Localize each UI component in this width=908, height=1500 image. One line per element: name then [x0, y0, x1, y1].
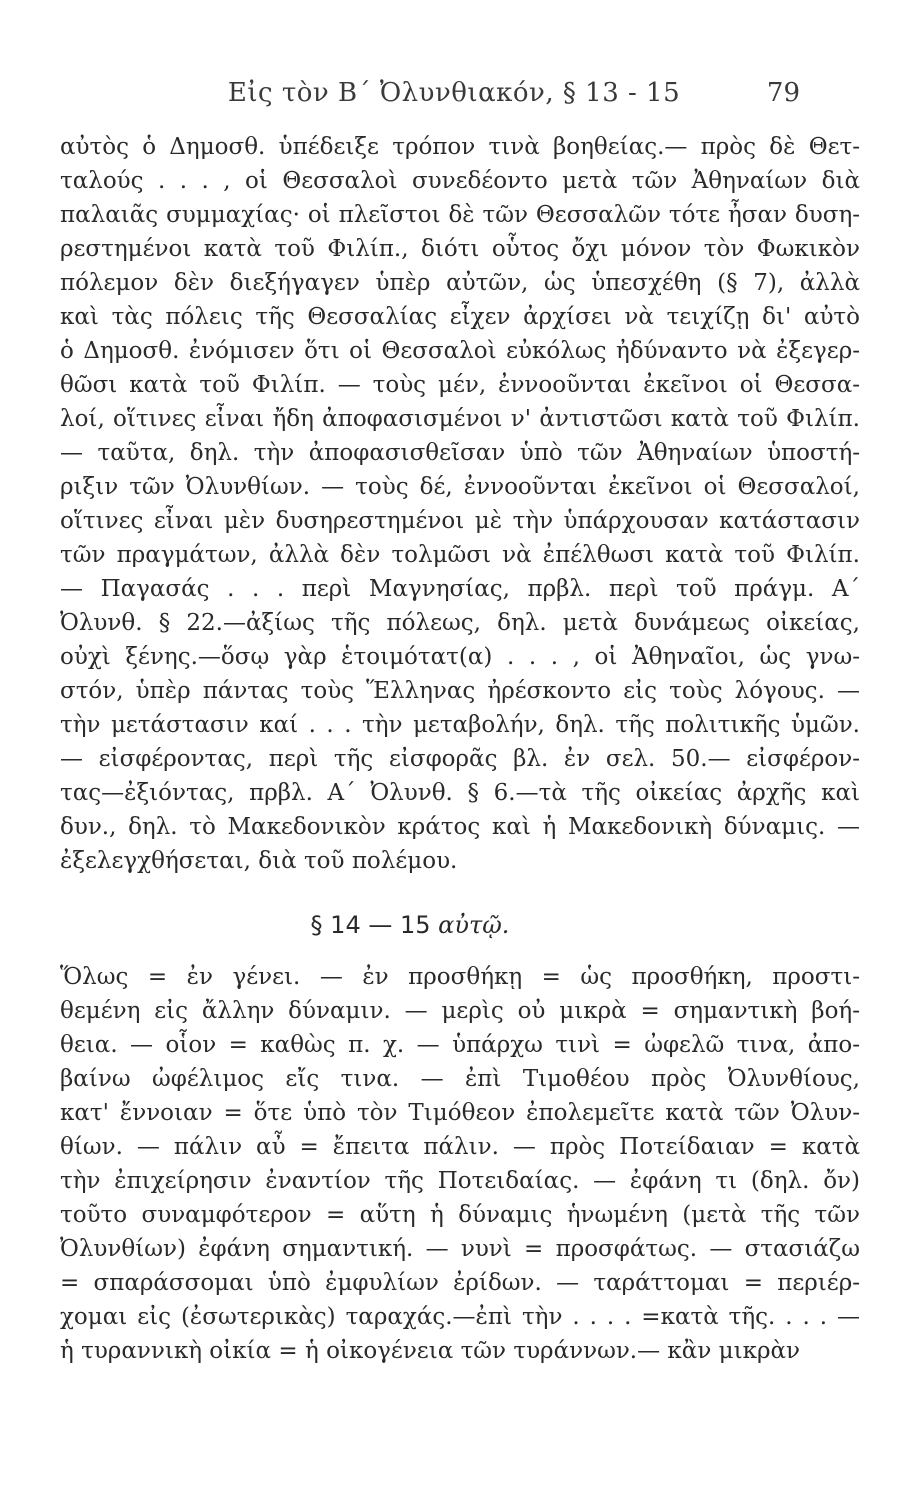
text-line: καὶ τὰς πόλεις τῆς Θεσσαλίας εἶχεν ἀρχίσει νὰ τειχίζῃ δι' αὐτὸ	[60, 304, 860, 330]
text-line: — Παγασάς . . . περὶ Μαγνησίας, πρβλ. περὶ τοῦ πράγμ. Α΄	[60, 576, 860, 602]
page-number: 79	[766, 78, 800, 108]
text-line: θίων. — πάλιν αὖ = ἔπειτα πάλιν. — πρὸς Ποτείδαιαν = κατὰ	[60, 1134, 860, 1160]
section-lemma: αὐτῷ.	[438, 911, 510, 939]
text-line: αὐτὸς ὁ Δημοσθ. ὑπέδειξε τρόπον τινὰ βοηθείας.— πρὸς δὲ Θετ-	[60, 134, 860, 160]
text-line: χομαι εἰς (ἐσωτερικὰς) ταραχάς.—ἐπὶ τὴν . . . . =κατὰ τῆς. . . . —	[60, 1304, 860, 1330]
text-line: ὁ Δημοσθ. ἐνόμισεν ὅτι οἱ Θεσσαλοὶ εὐκόλως ἠδύναντο νὰ ἐξεγερ-	[60, 338, 860, 364]
running-title: Εἰς τὸν Β΄ Ὀλυνθιακόν, § 13 - 15	[227, 78, 681, 108]
section-heading	[60, 900, 860, 950]
text-line: τοῦτο συναμφότερον = αὕτη ἡ δύναμις ἡνωμένη (μετὰ τῆς τῶν	[60, 1202, 860, 1228]
text-line: Ὅλως = ἐν γένει. — ἐν προσθήκῃ = ὡς προσθήκη, προστι-	[60, 964, 860, 990]
text-line: τὴν ἐπιχείρησιν ἐναντίον τῆς Ποτειδαίας. — ἐφάνη τι (δηλ. ὄν)	[60, 1168, 860, 1194]
text-line: — ταῦτα, δηλ. τὴν ἀποφασισθεῖσαν ὑπὸ τῶν Ἀθηναίων ὑποστή-	[60, 440, 860, 466]
text-line: οὐχὶ ξένης.—ὅσῳ γὰρ ἑτοιμότατ(α) . . . , οἱ Ἀθηναῖοι, ὡς γνω-	[60, 644, 860, 670]
text-line: ταλούς . . . , οἱ Θεσσαλοὶ συνεδέοντο μετὰ τῶν Ἀθηναίων διὰ	[60, 168, 860, 194]
text-line: οἵτινες εἶναι μὲν δυσηρεστημένοι μὲ τὴν ὑπάρχουσαν κατάστασιν	[60, 508, 860, 534]
running-header	[0, 78, 908, 118]
text-line: Ὀλυνθίων) ἐφάνη σημαντική. — νυνὶ = προσφάτως. — στασιάζω	[60, 1236, 860, 1262]
text-line: θεια. — οἷον = καθὼς π. χ. — ὑπάρχω τινὶ = ὠφελῶ τινα, ἀπο-	[60, 1032, 860, 1058]
text-line: ρεστημένοι κατὰ τοῦ Φιλίπ., διότι οὗτος ὄχι μόνον τὸν Φωκικὸν	[60, 236, 860, 262]
text-line: Ὀλυνθ. § 22.—ἀξίως τῆς πόλεως, δηλ. μετὰ δυνάμεως οἰκείας,	[60, 610, 860, 636]
text-line: λοί, οἵτινες εἶναι ἤδη ἀποφασισμένοι ν' ἀντιστῶσι κατὰ τοῦ Φιλίπ.	[60, 406, 860, 432]
text-line: τὴν μετάστασιν καί . . . τὴν μεταβολήν, δηλ. τῆς πολιτικῆς ὑμῶν.	[60, 712, 860, 738]
text-line: ριξιν τῶν Ὀλυνθίων. — τοὺς δέ, ἐννοοῦνται ἐκεῖνοι οἱ Θεσσαλοί,	[60, 474, 860, 500]
text-line: θῶσι κατὰ τοῦ Φιλίπ. — τοὺς μέν, ἐννοοῦνται ἐκεῖνοι οἱ Θεσσα-	[60, 372, 860, 398]
text-line: βαίνω ὠφέλιμος εἴς τινα. — ἐπὶ Τιμοθέου πρὸς Ὀλυνθίους,	[60, 1066, 860, 1092]
commentary-section-14-15	[60, 960, 860, 1368]
commentary-section-13	[60, 130, 860, 878]
section-reference: § 14 — 15	[310, 911, 431, 939]
text-line: ἐξελεγχθήσεται, διὰ τοῦ πολέμου.	[60, 848, 458, 874]
text-line: πόλεμον δὲν διεξήγαγεν ὑπὲρ αὐτῶν, ὡς ὑπεσχέθη (§ 7), ἀλλὰ	[60, 270, 860, 296]
commentary-text	[60, 130, 860, 1368]
text-line: τῶν πραγμάτων, ἀλλὰ δὲν τολμῶσι νὰ ἐπέλθωσι κατὰ τοῦ Φιλίπ.	[60, 542, 860, 568]
text-line: τας—ἐξιόντας, πρβλ. Α΄ Ὀλυνθ. § 6.—τὰ τῆς οἰκείας ἀρχῆς καὶ	[60, 780, 860, 806]
text-line: — εἰσφέροντας, περὶ τῆς εἰσφορᾶς βλ. ἐν σελ. 50.— εἰσφέρον-	[60, 746, 860, 772]
text-line: κατ' ἔννοιαν = ὅτε ὑπὸ τὸν Τιμόθεον ἐπολεμεῖτε κατὰ τῶν Ὀλυν-	[60, 1100, 860, 1126]
text-line: = σπαράσσομαι ὑπὸ ἐμφυλίων ἐρίδων. — ταράττομαι = περιέρ-	[60, 1270, 860, 1296]
text-line: ἡ τυραννικὴ οἰκία = ἡ οἰκογένεια τῶν τυράννων.— κἂν μικρὰν	[60, 1338, 801, 1364]
text-line: παλαιᾶς συμμαχίας· οἱ πλεῖστοι δὲ τῶν Θεσσαλῶν τότε ἦσαν δυση-	[60, 202, 860, 228]
text-line: δυν., δηλ. τὸ Μακεδονικὸν κράτος καὶ ἡ Μακεδονικὴ δύναμις. —	[60, 814, 860, 840]
text-line: θεμένη εἰς ἄλλην δύναμιν. — μερὶς οὐ μικρὰ = σημαντικὴ βοή-	[60, 998, 860, 1024]
text-line: στόν, ὑπὲρ πάντας τοὺς Ἕλληνας ἠρέσκοντο εἰς τοὺς λόγους. —	[60, 678, 860, 704]
